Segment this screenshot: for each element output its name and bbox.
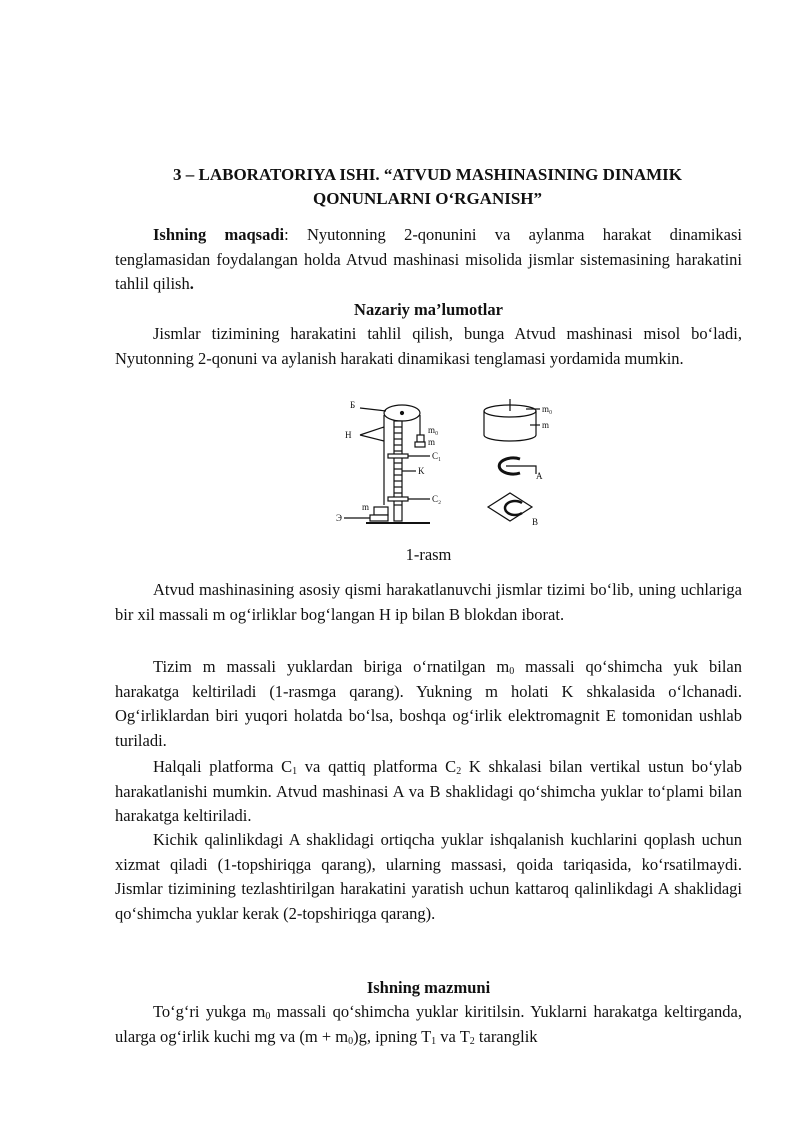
p4-subscript-2: 2 xyxy=(456,766,462,777)
p3-text-b: massali qo‘shimcha yuk bilan harakatga keltiriladi (1-rasmga qarang). Yukning m holati K shkalasida o‘lchanadi. Og‘irliklardan biri yuqori holatda bo‘lsa, boshqa og‘irlik elektromagnit E tomonidan ushlab turiladi. xyxy=(115,657,742,750)
paragraph-3 xyxy=(115,655,742,753)
p4-subscript-1: 1 xyxy=(292,766,298,777)
label-m0: m₀ xyxy=(428,425,439,435)
title-line-1: 3 – LABORATORIYA ISHI. “ATVUD MASHINASINING DINAMIK xyxy=(173,165,682,184)
label-m: m xyxy=(428,437,436,447)
goal-text: : Nyutonning 2-qonunini va aylanma harakat dinamikasi tenglamasidan foydalangan holda Atvud mashinasi misolida jismlar sistemasining harakatini tahlil qilish xyxy=(115,225,743,293)
goal-end: . xyxy=(189,274,194,293)
p3-subscript: 0 xyxy=(509,666,515,677)
theory-heading: Nazariy ma’lumotlar xyxy=(354,300,503,319)
label-b-right: B xyxy=(532,517,539,527)
p4-text-c: K shkalasi bilan vertikal ustun bo‘ylab harakatlanishi mumkin. Atvud mashinasi A va B shaklidagi qo‘shimcha yuklar to‘plami bilan harakatga keltiriladi. xyxy=(115,757,743,825)
p6-text-a: To‘g‘ri yukga m xyxy=(153,1002,266,1021)
goal-paragraph xyxy=(115,223,742,297)
label-c2: C₂ xyxy=(432,494,442,504)
label-e: Э xyxy=(336,513,342,523)
document-title xyxy=(115,163,740,211)
label-h: H xyxy=(345,430,352,440)
label-m-bottom: m xyxy=(362,502,370,512)
p6-subscript-3: 1 xyxy=(431,1035,437,1047)
figure-caption: 1-rasm xyxy=(405,545,452,564)
label-c1: C₁ xyxy=(432,451,442,461)
p4-text-a: Halqali platforma C xyxy=(153,757,293,776)
label-k: K xyxy=(418,466,425,476)
p3-text-a: Tizim m massali yuklardan biriga o‘rnatilgan m xyxy=(153,657,510,676)
p6-subscript-1: 0 xyxy=(265,1011,271,1022)
paragraph-5: Kichik qalinlikdagi A shaklidagi ortiqcha yuklar ishqalanish kuchlarini qoplash uchun xizmat qiladi (1-topshiriqga qarang), ularning massasi, qoida tariqasida, ko‘rsatilmaydi. Jismlar tizimining tezlashtirilgan harakatini yaratish uchun kattaroq qalinlikdagi A shaklidagi qo‘shimcha yuklar kerak (2-topshiriqga qarang). xyxy=(115,830,742,923)
goal-label: Ishning maqsadi xyxy=(153,225,285,244)
label-m-right: m xyxy=(542,420,550,430)
p4-text-b: va qattiq platforma C xyxy=(297,757,457,776)
title-line-2: QONUNLARNI O‘RGANISH” xyxy=(312,189,543,208)
paragraph-2: Atvud mashinasining asosiy qismi harakatlanuvchi jismlar tizimi bo‘lib, uning uchlariga bir xil massali m og‘irliklar bog‘langan H ip bilan B blokdan iborat. xyxy=(115,580,742,624)
atwood-machine-figure xyxy=(330,397,560,531)
label-a: A xyxy=(536,471,543,481)
p6-subscript-4: 2 xyxy=(469,1035,475,1047)
paragraph-4 xyxy=(115,755,742,829)
atwood-apparatus-drawing xyxy=(344,405,430,523)
p6-text-c: )g, ipning T xyxy=(353,1026,432,1046)
p6-text-b: massali qo‘shimcha yuklar kiritilsin. Yuklarni harakatga keltirganda, ularga og‘irlik kuchi mg va (m + m xyxy=(115,1002,742,1046)
label-m0-right: m₀ xyxy=(542,404,553,414)
p6-text-e: taranglik xyxy=(474,1026,538,1046)
p6-subscript-2: 0 xyxy=(348,1035,354,1047)
paragraph-6 xyxy=(115,1000,742,1049)
content-heading: Ishning mazmuni xyxy=(366,978,491,997)
supplementary-weights-drawing xyxy=(484,399,540,521)
p6-text-d: va T xyxy=(436,1026,470,1046)
label-b: Б xyxy=(350,400,356,410)
theory-paragraph: Jismlar tizimining harakatini tahlil qilish, bunga Atvud mashinasi misol bo‘ladi, Nyutonning 2-qonuni va aylanish harakati dinamikasi tenglamasi yordamida mumkin. xyxy=(115,324,742,368)
